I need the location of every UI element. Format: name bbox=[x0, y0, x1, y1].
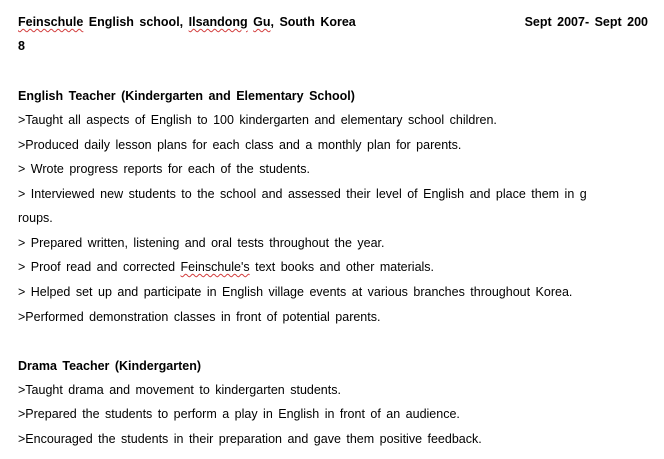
bullet-line: > Prepared written, listening and oral tests throughout the year. bbox=[18, 236, 385, 250]
school-text-1: English school, bbox=[83, 15, 189, 29]
proofread-text-2: text books and other materials. bbox=[249, 260, 435, 274]
bullet-line-wrap: roups. bbox=[18, 211, 53, 225]
bullet-line-proofread bbox=[18, 259, 434, 275]
bullet-line: >Encouraged the students in their preparation and gave them positive feedback. bbox=[18, 432, 482, 446]
proofread-text-1: > Proof read and corrected bbox=[18, 260, 181, 274]
employer-line bbox=[18, 14, 356, 30]
section-title-english-teacher: English Teacher (Kindergarten and Elementary School) bbox=[18, 89, 355, 103]
school-name: Feinschule bbox=[18, 15, 84, 29]
section-title-drama-teacher: Drama Teacher (Kindergarten) bbox=[18, 359, 201, 373]
bullet-line: > Wrote progress reports for each of the students. bbox=[18, 162, 310, 176]
bullet-line: >Prepared the students to perform a play in English in front of an audience. bbox=[18, 407, 460, 421]
bullet-line: >Performed demonstration classes in front of potential parents. bbox=[18, 310, 381, 324]
bullet-line: >Taught drama and movement to kindergarten students. bbox=[18, 383, 341, 397]
district-gu: Gu bbox=[253, 15, 271, 29]
bullet-line: > Helped set up and participate in English village events at various branches throughout Korea. bbox=[18, 285, 573, 299]
date-range: Sept 2007- Sept 200 bbox=[524, 15, 648, 29]
district-name: Ilsandong bbox=[188, 15, 248, 29]
feinschule-possessive: Feinschule's bbox=[180, 260, 250, 274]
bullet-line: >Produced daily lesson plans for each class and a monthly plan for parents. bbox=[18, 138, 462, 152]
bullet-line: > Interviewed new students to the school and assessed their level of English and place them in g bbox=[18, 187, 587, 201]
school-text-2: , South Korea bbox=[270, 15, 356, 29]
date-wrap: 8 bbox=[18, 39, 25, 53]
bullet-line: >Taught all aspects of English to 100 kindergarten and elementary school children. bbox=[18, 113, 497, 127]
